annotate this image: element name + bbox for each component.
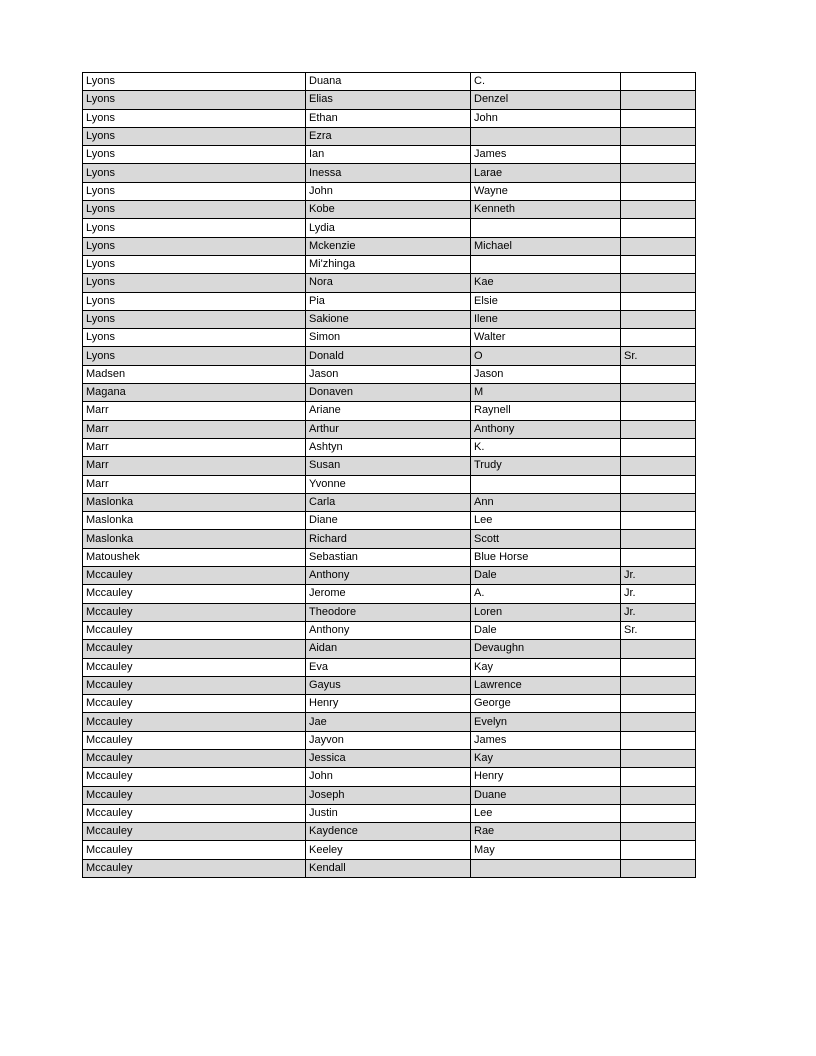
name-roster-table — [82, 72, 696, 878]
first-name-cell: Jason — [306, 365, 471, 383]
middle-name-cell: Kenneth — [471, 201, 621, 219]
suffix-cell — [621, 292, 696, 310]
suffix-cell — [621, 530, 696, 548]
last-name-cell: Maslonka — [83, 530, 306, 548]
last-name-cell: Marr — [83, 457, 306, 475]
middle-name-cell: Kay — [471, 749, 621, 767]
table-row — [83, 603, 696, 621]
table-row — [83, 567, 696, 585]
suffix-cell — [621, 731, 696, 749]
last-name-cell: Mccauley — [83, 676, 306, 694]
middle-name-cell: Ilene — [471, 310, 621, 328]
last-name-cell: Mccauley — [83, 603, 306, 621]
suffix-cell — [621, 384, 696, 402]
suffix-cell: Sr. — [621, 621, 696, 639]
table-row — [83, 676, 696, 694]
suffix-cell — [621, 127, 696, 145]
table-row — [83, 182, 696, 200]
first-name-cell: Donaven — [306, 384, 471, 402]
suffix-cell — [621, 548, 696, 566]
middle-name-cell: Kay — [471, 658, 621, 676]
table-row — [83, 585, 696, 603]
suffix-cell — [621, 768, 696, 786]
middle-name-cell: Henry — [471, 768, 621, 786]
last-name-cell: Maslonka — [83, 512, 306, 530]
table-row — [83, 292, 696, 310]
first-name-cell: Justin — [306, 804, 471, 822]
middle-name-cell: A. — [471, 585, 621, 603]
last-name-cell: Mccauley — [83, 731, 306, 749]
suffix-cell: Jr. — [621, 585, 696, 603]
suffix-cell: Sr. — [621, 347, 696, 365]
table-row — [83, 109, 696, 127]
last-name-cell: Lyons — [83, 127, 306, 145]
table-row — [83, 255, 696, 273]
first-name-cell: Ariane — [306, 402, 471, 420]
middle-name-cell: Lawrence — [471, 676, 621, 694]
middle-name-cell: Blue Horse — [471, 548, 621, 566]
last-name-cell: Lyons — [83, 146, 306, 164]
suffix-cell — [621, 182, 696, 200]
table-row — [83, 237, 696, 255]
last-name-cell: Lyons — [83, 329, 306, 347]
middle-name-cell: Larae — [471, 164, 621, 182]
table-row — [83, 548, 696, 566]
table-row — [83, 91, 696, 109]
first-name-cell: Kobe — [306, 201, 471, 219]
first-name-cell: Nora — [306, 274, 471, 292]
first-name-cell: Ezra — [306, 127, 471, 145]
first-name-cell: Lydia — [306, 219, 471, 237]
table-row — [83, 329, 696, 347]
last-name-cell: Lyons — [83, 274, 306, 292]
first-name-cell: John — [306, 768, 471, 786]
last-name-cell: Marr — [83, 475, 306, 493]
first-name-cell: Jessica — [306, 749, 471, 767]
last-name-cell: Mccauley — [83, 695, 306, 713]
last-name-cell: Mccauley — [83, 640, 306, 658]
middle-name-cell: Devaughn — [471, 640, 621, 658]
table-row — [83, 402, 696, 420]
table-row — [83, 695, 696, 713]
middle-name-cell: Trudy — [471, 457, 621, 475]
first-name-cell: Anthony — [306, 621, 471, 639]
suffix-cell — [621, 365, 696, 383]
middle-name-cell: James — [471, 146, 621, 164]
last-name-cell: Mccauley — [83, 823, 306, 841]
middle-name-cell: Denzel — [471, 91, 621, 109]
first-name-cell: Sakione — [306, 310, 471, 328]
first-name-cell: Eva — [306, 658, 471, 676]
first-name-cell: Kaydence — [306, 823, 471, 841]
first-name-cell: Simon — [306, 329, 471, 347]
suffix-cell — [621, 255, 696, 273]
first-name-cell: Diane — [306, 512, 471, 530]
middle-name-cell: Evelyn — [471, 713, 621, 731]
first-name-cell: Aidan — [306, 640, 471, 658]
middle-name-cell: Anthony — [471, 420, 621, 438]
suffix-cell — [621, 438, 696, 456]
suffix-cell — [621, 109, 696, 127]
middle-name-cell: Kae — [471, 274, 621, 292]
first-name-cell: Susan — [306, 457, 471, 475]
last-name-cell: Mccauley — [83, 768, 306, 786]
middle-name-cell: John — [471, 109, 621, 127]
first-name-cell: Donald — [306, 347, 471, 365]
middle-name-cell — [471, 475, 621, 493]
last-name-cell: Mccauley — [83, 621, 306, 639]
first-name-cell: Arthur — [306, 420, 471, 438]
suffix-cell — [621, 274, 696, 292]
suffix-cell: Jr. — [621, 603, 696, 621]
first-name-cell: Gayus — [306, 676, 471, 694]
last-name-cell: Lyons — [83, 73, 306, 91]
suffix-cell — [621, 219, 696, 237]
table-row — [83, 164, 696, 182]
first-name-cell: Pia — [306, 292, 471, 310]
middle-name-cell: K. — [471, 438, 621, 456]
table-row — [83, 310, 696, 328]
last-name-cell: Mccauley — [83, 841, 306, 859]
table-row — [83, 713, 696, 731]
middle-name-cell: Elsie — [471, 292, 621, 310]
middle-name-cell: Michael — [471, 237, 621, 255]
suffix-cell — [621, 310, 696, 328]
table-row — [83, 512, 696, 530]
first-name-cell: Ashtyn — [306, 438, 471, 456]
suffix-cell — [621, 146, 696, 164]
last-name-cell: Marr — [83, 402, 306, 420]
table-row — [83, 347, 696, 365]
table-row — [83, 201, 696, 219]
last-name-cell: Mccauley — [83, 804, 306, 822]
first-name-cell: Mckenzie — [306, 237, 471, 255]
middle-name-cell: George — [471, 695, 621, 713]
middle-name-cell: Raynell — [471, 402, 621, 420]
first-name-cell: Inessa — [306, 164, 471, 182]
table-row — [83, 219, 696, 237]
last-name-cell: Lyons — [83, 292, 306, 310]
last-name-cell: Lyons — [83, 219, 306, 237]
table-row — [83, 420, 696, 438]
first-name-cell: John — [306, 182, 471, 200]
last-name-cell: Lyons — [83, 255, 306, 273]
middle-name-cell: Lee — [471, 512, 621, 530]
last-name-cell: Mccauley — [83, 859, 306, 877]
table-row — [83, 786, 696, 804]
last-name-cell: Madsen — [83, 365, 306, 383]
suffix-cell — [621, 457, 696, 475]
middle-name-cell — [471, 219, 621, 237]
last-name-cell: Marr — [83, 420, 306, 438]
table-row — [83, 493, 696, 511]
suffix-cell — [621, 402, 696, 420]
table-row — [83, 841, 696, 859]
last-name-cell: Lyons — [83, 182, 306, 200]
middle-name-cell — [471, 859, 621, 877]
suffix-cell — [621, 493, 696, 511]
middle-name-cell: Walter — [471, 329, 621, 347]
suffix-cell — [621, 512, 696, 530]
table-row — [83, 365, 696, 383]
middle-name-cell: Rae — [471, 823, 621, 841]
last-name-cell: Mccauley — [83, 786, 306, 804]
middle-name-cell: Jason — [471, 365, 621, 383]
suffix-cell — [621, 420, 696, 438]
table-row — [83, 146, 696, 164]
middle-name-cell: Dale — [471, 621, 621, 639]
table-row — [83, 457, 696, 475]
last-name-cell: Lyons — [83, 91, 306, 109]
first-name-cell: Henry — [306, 695, 471, 713]
suffix-cell — [621, 804, 696, 822]
table-row — [83, 749, 696, 767]
table-row — [83, 384, 696, 402]
first-name-cell: Carla — [306, 493, 471, 511]
suffix-cell — [621, 475, 696, 493]
first-name-cell: Richard — [306, 530, 471, 548]
table-row — [83, 621, 696, 639]
suffix-cell — [621, 73, 696, 91]
suffix-cell — [621, 713, 696, 731]
first-name-cell: Jae — [306, 713, 471, 731]
first-name-cell: Yvonne — [306, 475, 471, 493]
table-row — [83, 823, 696, 841]
last-name-cell: Mccauley — [83, 749, 306, 767]
last-name-cell: Mccauley — [83, 567, 306, 585]
last-name-cell: Maslonka — [83, 493, 306, 511]
suffix-cell — [621, 237, 696, 255]
first-name-cell: Ethan — [306, 109, 471, 127]
table-row — [83, 73, 696, 91]
last-name-cell: Matoushek — [83, 548, 306, 566]
middle-name-cell: James — [471, 731, 621, 749]
suffix-cell — [621, 786, 696, 804]
first-name-cell: Ian — [306, 146, 471, 164]
first-name-cell: Jerome — [306, 585, 471, 603]
first-name-cell: Duana — [306, 73, 471, 91]
middle-name-cell: Loren — [471, 603, 621, 621]
middle-name-cell — [471, 255, 621, 273]
middle-name-cell — [471, 127, 621, 145]
suffix-cell — [621, 749, 696, 767]
first-name-cell: Kendall — [306, 859, 471, 877]
middle-name-cell: C. — [471, 73, 621, 91]
suffix-cell — [621, 695, 696, 713]
suffix-cell — [621, 823, 696, 841]
table-row — [83, 768, 696, 786]
first-name-cell: Keeley — [306, 841, 471, 859]
last-name-cell: Lyons — [83, 347, 306, 365]
suffix-cell: Jr. — [621, 567, 696, 585]
table-row — [83, 658, 696, 676]
table-row — [83, 640, 696, 658]
first-name-cell: Elias — [306, 91, 471, 109]
suffix-cell — [621, 91, 696, 109]
suffix-cell — [621, 676, 696, 694]
table-row — [83, 438, 696, 456]
first-name-cell: Sebastian — [306, 548, 471, 566]
last-name-cell: Lyons — [83, 164, 306, 182]
roster-table-body — [83, 73, 696, 878]
last-name-cell: Lyons — [83, 237, 306, 255]
middle-name-cell: O — [471, 347, 621, 365]
last-name-cell: Marr — [83, 438, 306, 456]
suffix-cell — [621, 164, 696, 182]
suffix-cell — [621, 658, 696, 676]
first-name-cell: Theodore — [306, 603, 471, 621]
middle-name-cell: Dale — [471, 567, 621, 585]
last-name-cell: Lyons — [83, 109, 306, 127]
middle-name-cell: M — [471, 384, 621, 402]
middle-name-cell: May — [471, 841, 621, 859]
last-name-cell: Mccauley — [83, 658, 306, 676]
last-name-cell: Lyons — [83, 201, 306, 219]
suffix-cell — [621, 640, 696, 658]
middle-name-cell: Duane — [471, 786, 621, 804]
table-row — [83, 859, 696, 877]
last-name-cell: Mccauley — [83, 585, 306, 603]
table-row — [83, 274, 696, 292]
middle-name-cell: Scott — [471, 530, 621, 548]
suffix-cell — [621, 329, 696, 347]
middle-name-cell: Ann — [471, 493, 621, 511]
table-row — [83, 127, 696, 145]
first-name-cell: Jayvon — [306, 731, 471, 749]
suffix-cell — [621, 201, 696, 219]
middle-name-cell: Lee — [471, 804, 621, 822]
first-name-cell: Mi'zhinga — [306, 255, 471, 273]
first-name-cell: Anthony — [306, 567, 471, 585]
last-name-cell: Mccauley — [83, 713, 306, 731]
last-name-cell: Magana — [83, 384, 306, 402]
suffix-cell — [621, 841, 696, 859]
last-name-cell: Lyons — [83, 310, 306, 328]
table-row — [83, 804, 696, 822]
suffix-cell — [621, 859, 696, 877]
middle-name-cell: Wayne — [471, 182, 621, 200]
first-name-cell: Joseph — [306, 786, 471, 804]
table-row — [83, 731, 696, 749]
table-row — [83, 530, 696, 548]
table-row — [83, 475, 696, 493]
